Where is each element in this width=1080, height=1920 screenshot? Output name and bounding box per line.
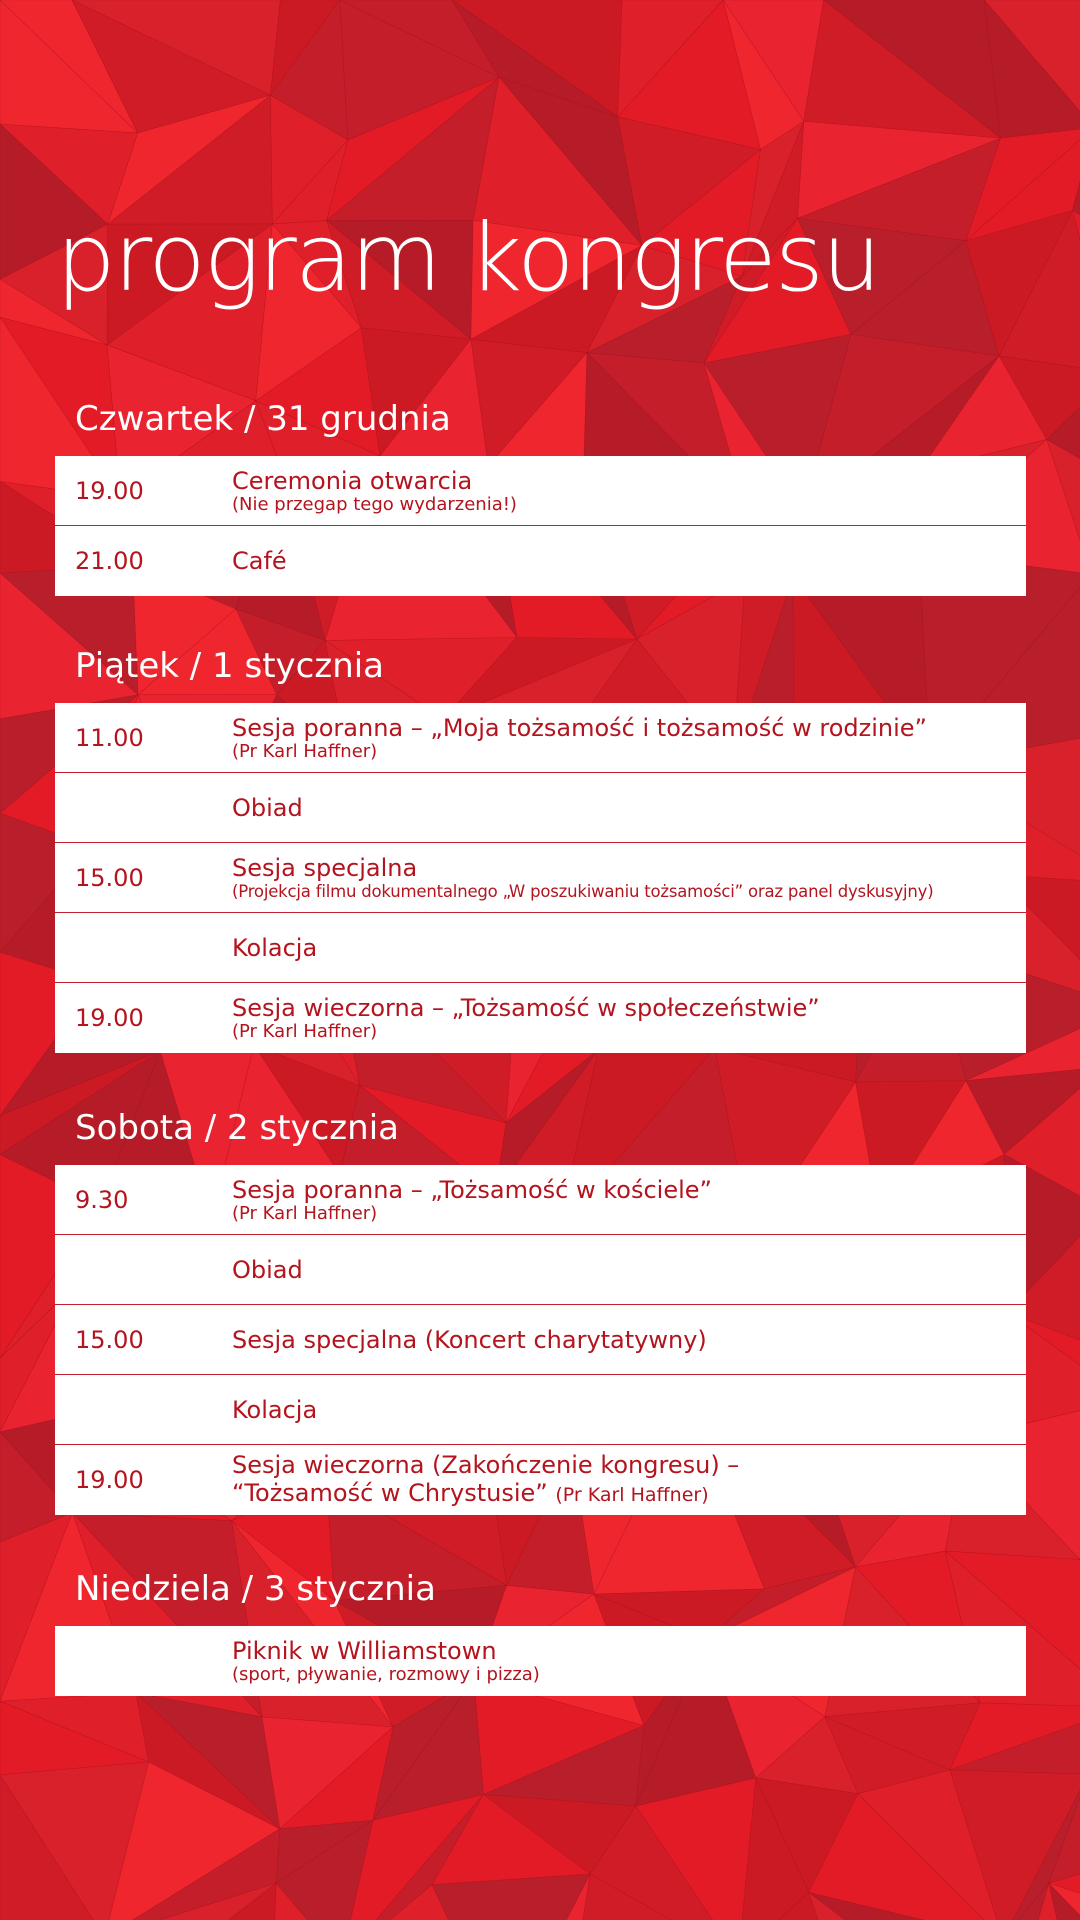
event-time: 21.00 (75, 547, 144, 575)
event-subtitle: (Pr Karl Haffner) (232, 1203, 378, 1224)
event-title: Sesja specjalna (232, 854, 418, 882)
event-row (55, 1375, 1026, 1445)
event-row (55, 843, 1026, 913)
event-row (55, 526, 1026, 596)
event-time: 11.00 (75, 724, 144, 752)
event-subtitle: (Pr Karl Haffner) (232, 1021, 378, 1042)
event-title: Obiad (232, 794, 303, 822)
day-section-saturday (55, 1092, 1026, 1515)
day-section-thursday (55, 383, 1026, 596)
schedule-table (55, 456, 1026, 596)
event-subtitle: (sport, pływanie, rozmowy i pizza) (232, 1664, 540, 1685)
event-subtitle: (Nie przegap tego wydarzenia!) (232, 494, 517, 515)
event-inline-subtitle: (Pr Karl Haffner) (555, 1484, 709, 1506)
event-title-continuation: “Tożsamość w Chrystusie” (232, 1479, 548, 1507)
event-subtitle: (Pr Karl Haffner) (232, 741, 378, 762)
event-title-line2 (232, 1479, 1014, 1509)
schedule-table (55, 1165, 1026, 1515)
event-time: 15.00 (75, 864, 144, 892)
event-title: Piknik w Williamstown (232, 1637, 497, 1665)
event-title: Sesja poranna – „Tożsamość w kościele” (232, 1176, 712, 1204)
event-title: Sesja wieczorna – „Tożsamość w społeczeństwie” (232, 994, 820, 1022)
page-title: program kongresu (56, 204, 880, 313)
event-row (55, 983, 1026, 1053)
event-title: Obiad (232, 1256, 303, 1284)
day-section-friday (55, 630, 1026, 1053)
event-row (55, 1305, 1026, 1375)
event-title: Kolacja (232, 934, 318, 962)
event-row (55, 1165, 1026, 1235)
event-time: 15.00 (75, 1326, 144, 1354)
schedule-table (55, 703, 1026, 1053)
event-row (55, 1235, 1026, 1305)
day-heading: Sobota / 2 stycznia (75, 1108, 399, 1148)
schedule-table (55, 1626, 1026, 1696)
day-heading: Czwartek / 31 grudnia (75, 399, 451, 439)
event-time: 19.00 (75, 1004, 144, 1032)
event-title: Kolacja (232, 1396, 318, 1424)
event-title: Sesja poranna – „Moja tożsamość i tożsamość w rodzinie” (232, 714, 927, 742)
event-title: Café (232, 547, 287, 575)
event-row (55, 1626, 1026, 1696)
event-row (55, 1445, 1026, 1515)
day-heading: Niedziela / 3 stycznia (75, 1569, 436, 1609)
event-row (55, 773, 1026, 843)
day-section-sunday (55, 1553, 1026, 1696)
event-title: Sesja wieczorna (Zakończenie kongresu) – (232, 1451, 740, 1479)
event-row (55, 703, 1026, 773)
day-heading: Piątek / 1 stycznia (75, 646, 385, 686)
event-row (55, 913, 1026, 983)
event-subtitle: (Projekcja filmu dokumentalnego „W poszukiwaniu tożsamości” oraz panel dyskusyjny) (232, 882, 934, 901)
event-time: 9.30 (75, 1186, 129, 1214)
event-row (55, 456, 1026, 526)
event-title: Ceremonia otwarcia (232, 467, 473, 495)
event-time: 19.00 (75, 477, 144, 505)
event-title: Sesja specjalna (Koncert charytatywny) (232, 1326, 707, 1354)
event-time: 19.00 (75, 1466, 144, 1494)
